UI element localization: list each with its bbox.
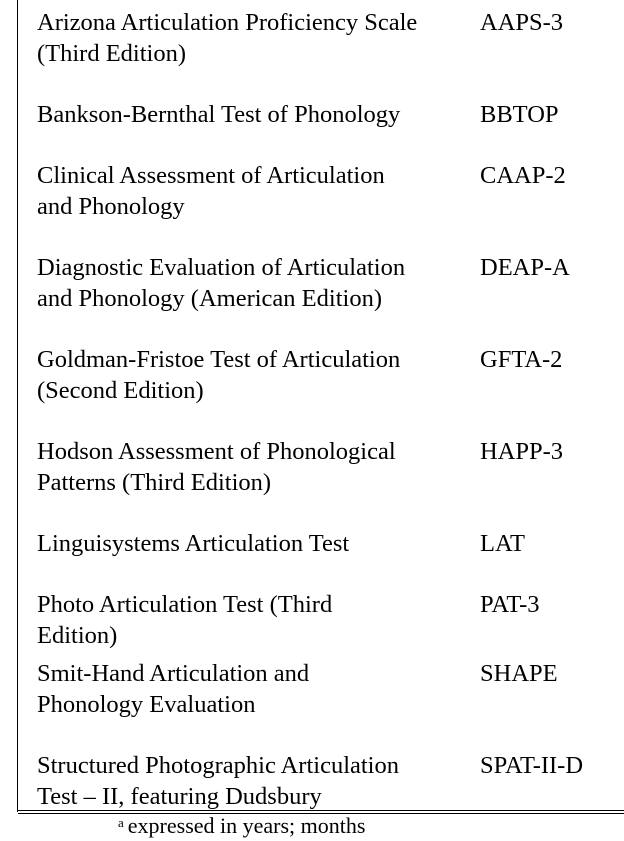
footnote-text: expressed in years; months bbox=[127, 813, 366, 838]
test-name-line: Arizona Articulation Proficiency Scale bbox=[37, 9, 418, 36]
test-name-line: Goldman-Fristoe Test of Articulation bbox=[37, 346, 401, 373]
test-name-line: Test – II, featuring Dudsbury bbox=[37, 783, 322, 810]
test-abbreviation: BBTOP bbox=[480, 101, 559, 128]
test-name-line: Edition) bbox=[37, 622, 118, 649]
test-name bbox=[37, 589, 467, 651]
footnote-marker: a bbox=[118, 815, 124, 830]
test-abbreviation: HAPP-3 bbox=[480, 438, 564, 465]
test-abbreviation: CAAP-2 bbox=[480, 162, 566, 189]
test-name bbox=[37, 252, 467, 314]
test-name bbox=[37, 528, 467, 559]
table-footnote bbox=[118, 814, 365, 841]
test-name-line: Phonology Evaluation bbox=[37, 691, 256, 718]
test-name bbox=[37, 750, 467, 812]
test-name-line: Bankson-Bernthal Test of Phonology bbox=[37, 101, 401, 128]
test-name-line: Diagnostic Evaluation of Articulation bbox=[37, 254, 406, 281]
test-name bbox=[37, 7, 467, 69]
test-name-line: and Phonology (American Edition) bbox=[37, 285, 382, 312]
test-name-line: (Second Edition) bbox=[37, 377, 204, 404]
test-abbreviation: SHAPE bbox=[480, 660, 558, 687]
table-left-rule bbox=[17, 0, 18, 812]
table-bottom-rule bbox=[18, 810, 624, 811]
test-name bbox=[37, 436, 467, 498]
test-name-line: Linguisystems Articulation Test bbox=[37, 530, 350, 557]
test-name-line: Hodson Assessment of Phonological bbox=[37, 438, 396, 465]
test-name-line: Photo Articulation Test (Third bbox=[37, 591, 333, 618]
test-name bbox=[37, 658, 467, 720]
test-abbreviation: AAPS-3 bbox=[480, 9, 564, 36]
test-name-line: Patterns (Third Edition) bbox=[37, 469, 272, 496]
test-name-line: (Third Edition) bbox=[37, 40, 187, 67]
test-name bbox=[37, 160, 467, 222]
test-name-line: Clinical Assessment of Articulation bbox=[37, 162, 385, 189]
test-name-line: Structured Photographic Articulation bbox=[37, 752, 399, 779]
test-abbreviation: GFTA-2 bbox=[480, 346, 563, 373]
test-abbreviation: SPAT-II-D bbox=[480, 752, 584, 779]
test-abbreviation: PAT-3 bbox=[480, 591, 540, 618]
test-name-line: and Phonology bbox=[37, 193, 185, 220]
test-name-line: Smit-Hand Articulation and bbox=[37, 660, 310, 687]
test-name bbox=[37, 344, 467, 406]
test-name bbox=[37, 99, 467, 130]
test-abbreviation: LAT bbox=[480, 530, 525, 557]
test-abbreviation: DEAP-A bbox=[480, 254, 570, 281]
